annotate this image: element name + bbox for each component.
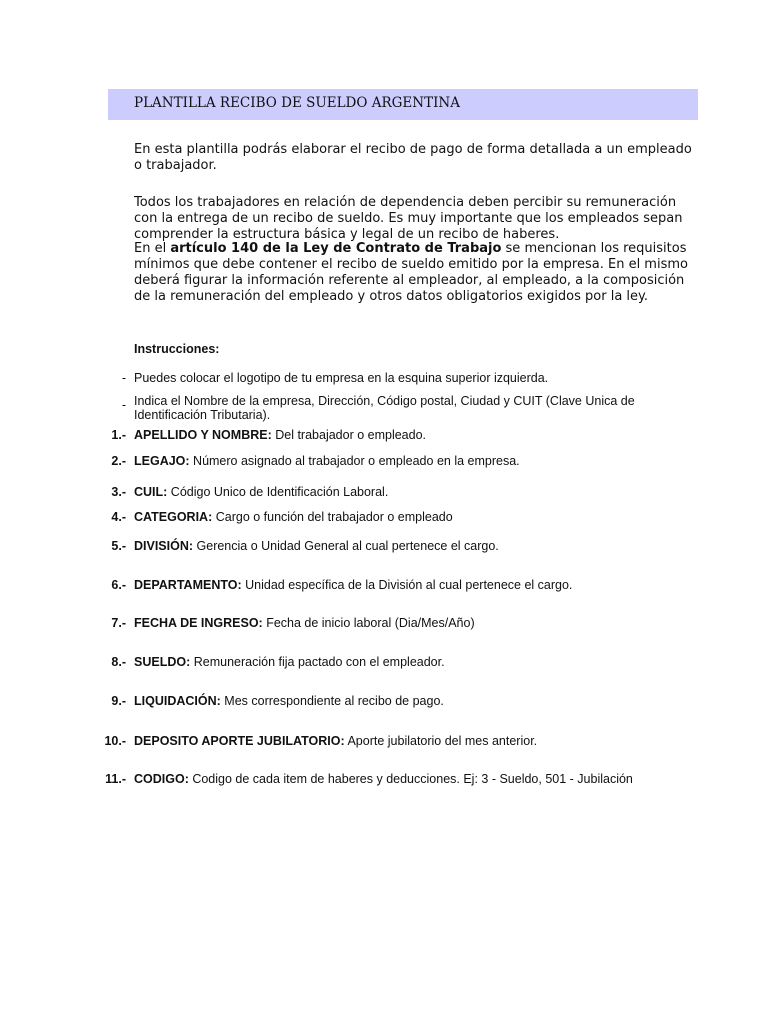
list-item-number: 9.- bbox=[111, 694, 126, 708]
title-bar bbox=[108, 89, 698, 120]
list-item-text bbox=[134, 578, 654, 592]
list-item-label: CODIGO: bbox=[134, 772, 189, 786]
list-item bbox=[0, 578, 768, 594]
list-item-number: 6.- bbox=[111, 578, 126, 592]
list-item-number: 10.- bbox=[104, 734, 126, 748]
list-item-description: Del trabajador o empleado. bbox=[271, 428, 427, 442]
list-item-label: DIVISIÓN: bbox=[134, 539, 194, 553]
list-item-text bbox=[134, 734, 654, 748]
list-item bbox=[0, 454, 768, 470]
list-item-text bbox=[134, 694, 654, 708]
list-item-label: CUIL: bbox=[134, 485, 168, 499]
list-item-label: SUELDO: bbox=[134, 655, 191, 669]
intro-paragraph-3 bbox=[134, 241, 694, 305]
list-item-text bbox=[134, 428, 654, 442]
list-item bbox=[0, 616, 768, 632]
law-article-reference: artículo 140 de la Ley de Contrato de Trabajo bbox=[170, 241, 502, 256]
list-item-description: Número asignado al trabajador o empleado en la empresa. bbox=[189, 454, 520, 468]
list-item-number: 4.- bbox=[111, 510, 126, 524]
list-item bbox=[0, 772, 768, 788]
list-item-text bbox=[134, 616, 654, 630]
list-item bbox=[0, 539, 768, 555]
list-item-text bbox=[134, 539, 654, 553]
list-item bbox=[0, 734, 768, 750]
intro-paragraph-1: En esta plantilla podrás elaborar el recibo de pago de forma detallada a un empleado o trabajador. bbox=[134, 142, 692, 173]
intro-paragraph-2: Todos los trabajadores en relación de dependencia deben percibir su remuneración con la entrega de un recibo de sueldo. Es muy importante que los empleados sepan comprender la estructura básica y legal de un recibo de haberes. bbox=[134, 195, 683, 242]
list-item bbox=[0, 428, 768, 444]
list-item-description: Fecha de inicio laboral (Dia/Mes/Año) bbox=[262, 616, 475, 630]
list-item bbox=[0, 694, 768, 710]
intro-paragraph-3-pre: En el bbox=[134, 241, 171, 256]
bullet-marker: - bbox=[121, 398, 126, 412]
list-item-label: LIQUIDACIÓN: bbox=[134, 694, 221, 708]
bullet-text: Indica el Nombre de la empresa, Dirección, Código postal, Ciudad y CUIT (Clave Unica de Identificación Tributaria). bbox=[134, 394, 635, 422]
list-item-text bbox=[134, 485, 654, 499]
intro-paragraph-3-post: se mencionan los requisitos mínimos que debe contener el recibo de sueldo emitido por la empresa. En el mismo deberá figurar la información referente al empleador, al empleado, a la composición de la remuneración del empleado y otros datos obligatorios exigidos por la ley. bbox=[134, 241, 688, 304]
list-item-label: DEPARTAMENTO: bbox=[134, 578, 242, 592]
list-item-description: Remuneración fija pactado con el empleador. bbox=[190, 655, 445, 669]
list-item-label: APELLIDO Y NOMBRE: bbox=[134, 428, 272, 442]
bullet-text: Puedes colocar el logotipo de tu empresa en la esquina superior izquierda. bbox=[134, 371, 549, 385]
list-item-number: 3.- bbox=[111, 485, 126, 499]
list-item-number: 1.- bbox=[111, 428, 126, 442]
list-item-description: Aporte jubilatorio del mes anterior. bbox=[344, 734, 538, 748]
list-item-description: Gerencia o Unidad General al cual pertenece el cargo. bbox=[193, 539, 499, 553]
list-item bbox=[0, 510, 768, 526]
list-item-label: FECHA DE INGRESO: bbox=[134, 616, 263, 630]
list-item-text bbox=[134, 454, 654, 468]
bullet-marker: - bbox=[121, 371, 126, 385]
list-item-text bbox=[134, 510, 654, 524]
instructions-heading: Instrucciones: bbox=[134, 342, 220, 356]
list-item-label: CATEGORIA: bbox=[134, 510, 213, 524]
bullet-item bbox=[0, 394, 768, 422]
list-item bbox=[0, 655, 768, 671]
list-item-number: 2.- bbox=[111, 454, 126, 468]
list-item-number: 8.- bbox=[111, 655, 126, 669]
list-item-label: LEGAJO: bbox=[134, 454, 190, 468]
document-title: PLANTILLA RECIBO DE SUELDO ARGENTINA bbox=[134, 95, 460, 111]
list-item-description: Codigo de cada item de haberes y deducciones. Ej: 3 - Sueldo, 501 - Jubilación bbox=[188, 772, 633, 786]
bullet-item bbox=[0, 371, 768, 387]
list-item-number: 5.- bbox=[111, 539, 126, 553]
list-item-number: 11.- bbox=[105, 772, 126, 786]
list-item-description: Cargo o función del trabajador o empleado bbox=[212, 510, 453, 524]
list-item-description: Código Unico de Identificación Laboral. bbox=[167, 485, 389, 499]
list-item-label: DEPOSITO APORTE JUBILATORIO: bbox=[134, 734, 345, 748]
list-item-text bbox=[134, 655, 654, 669]
list-item-description: Mes correspondiente al recibo de pago. bbox=[220, 694, 444, 708]
list-item-number: 7.- bbox=[111, 616, 126, 630]
list-item-text bbox=[134, 772, 654, 786]
list-item-description: Unidad específica de la División al cual pertenece el cargo. bbox=[241, 578, 573, 592]
list-item bbox=[0, 485, 768, 501]
